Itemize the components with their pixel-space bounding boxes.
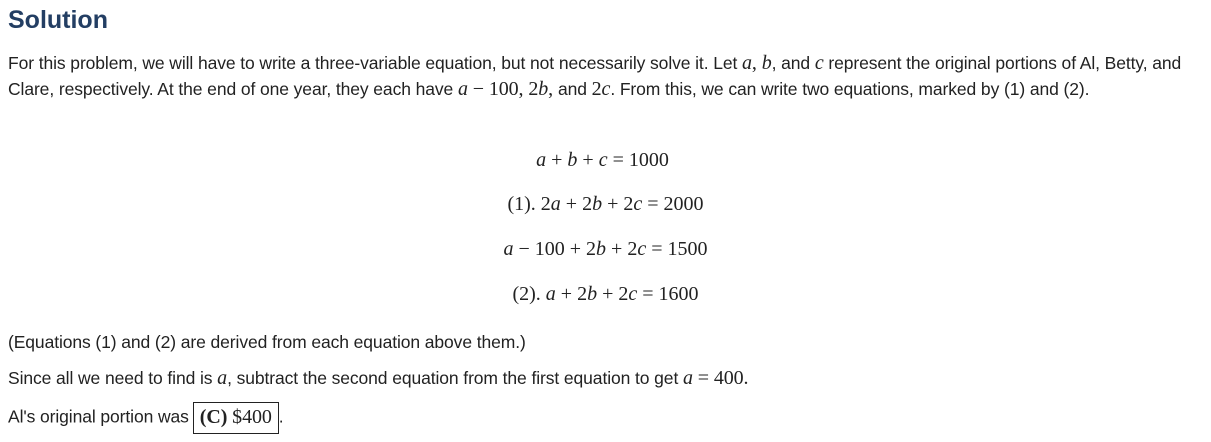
answer-box: (C) $400 — [193, 402, 279, 434]
answer-paragraph: Al's original portion was (C) $400 . — [8, 402, 1203, 434]
solution-heading: Solution — [8, 6, 108, 34]
intro-paragraph: For this problem, we will have to write a three-variable equation, but not necessarily solve it. Let a, b, and c represent the original portions of Al, Betty, and Clare, respectively. At the end of one year, they each have a − 100, 2b, and 2c. From this, we can write two equations, marked by (1) and (2). — [8, 52, 1182, 100]
equation-after-year: a − 100 + 2b + 2c = 1500 — [503, 238, 708, 260]
note-paragraph: (Equations (1) and (2) are derived from each equation above them.) — [8, 332, 526, 352]
equation-1: (1). 2a + 2b + 2c = 2000 — [507, 193, 704, 215]
equation-2: (2). a + 2b + 2c = 1600 — [512, 283, 699, 305]
subtract-paragraph: Since all we need to find is a, subtract the second equation from the first equation to get a = 400. — [8, 367, 749, 389]
equation-sum: a + b + c = 1000 — [536, 149, 669, 171]
